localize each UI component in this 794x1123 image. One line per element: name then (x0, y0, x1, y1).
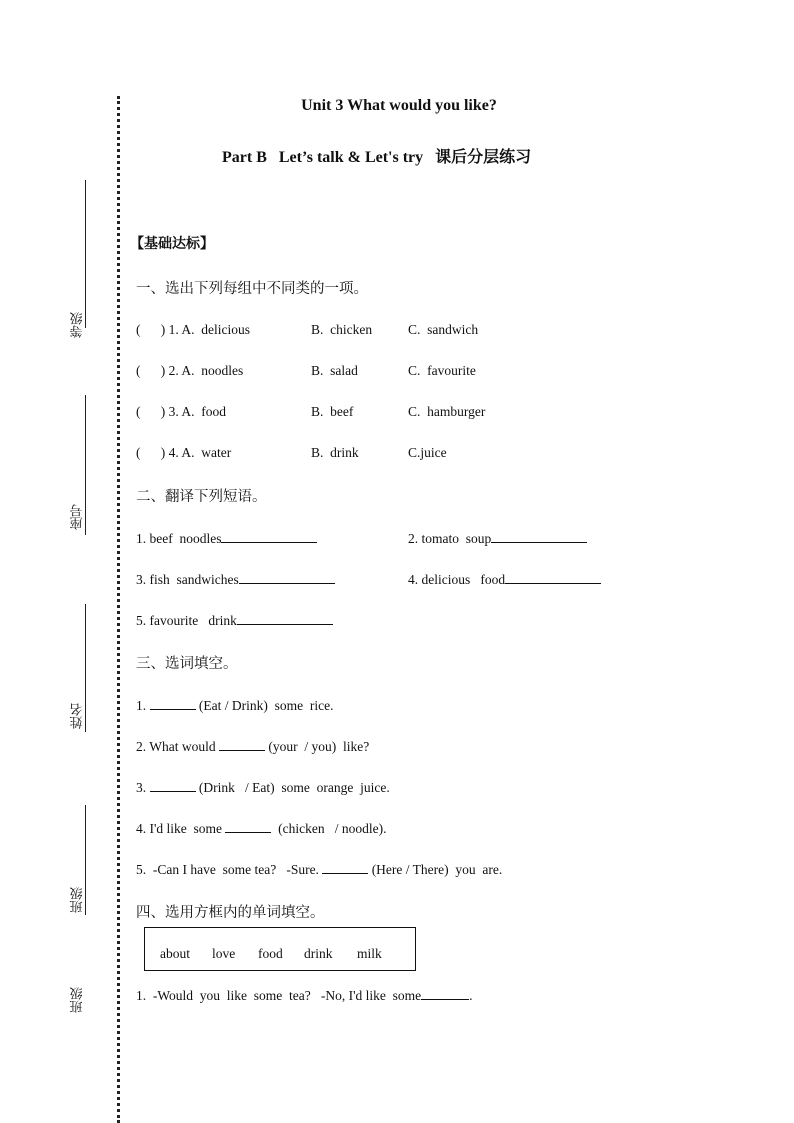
part2-item2 (408, 530, 587, 547)
word-bank-item: food (258, 946, 283, 961)
part4-item1-pre: 1. -Would you like some tea? -No, I'd like some (136, 988, 422, 1003)
part3-heading: 三、选词填空。 (136, 656, 238, 672)
part3-item4-pre: 4. I'd like some (136, 821, 223, 836)
answer-blank[interactable] (221, 530, 317, 543)
word-bank-item: milk (357, 946, 382, 961)
sidebar-label-class: 班级 (70, 887, 86, 913)
part3-item5-post: (Here / There) you are. (371, 862, 503, 877)
part2-item3-text: 3. fish sandwiches (136, 572, 239, 587)
part2-item2-text: 2. tomato soup (408, 531, 492, 546)
sidebar-label-seat: 座号 (70, 504, 86, 530)
part1-item3-c: C. hamburger (408, 404, 486, 419)
part2-item1 (136, 530, 317, 547)
part1-item2-c: C. favourite (408, 363, 476, 378)
part4-heading: 四、选用方框内的单词填空。 (136, 905, 325, 921)
part1-item2-b: B. salad (311, 363, 358, 378)
answer-blank[interactable] (219, 738, 265, 751)
part2-item5 (136, 612, 333, 629)
part2-item4 (408, 571, 601, 588)
section-basic-label: 【基础达标】 (130, 236, 214, 252)
part1-heading: 一、选出下列每组中不同类的一项。 (136, 281, 368, 297)
part3-item3 (136, 779, 390, 796)
answer-blank[interactable] (225, 820, 271, 833)
sidebar-label-name: 姓名 (70, 703, 86, 729)
answer-blank[interactable] (322, 861, 368, 874)
word-bank-item: about (160, 946, 190, 961)
part2-item4-text: 4. delicious food (408, 572, 506, 587)
answer-blank[interactable] (150, 779, 196, 792)
sidebar-label-class-2: 班级 (70, 987, 86, 1013)
part1-item4-c: C.juice (408, 445, 447, 460)
part3-item2-pre: 2. What would (136, 739, 216, 754)
part3-item3-pre: 3. (136, 780, 147, 795)
word-bank-item: drink (304, 946, 333, 961)
part3-item2-post: (your / you) like? (268, 739, 370, 754)
part3-item5-pre: 5. -Can I have some tea? -Sure. (136, 862, 319, 877)
part2-item1-text: 1. beef noodles (136, 531, 222, 546)
part2-item3 (136, 571, 335, 588)
part1-item1-a: ( ) 1. A. delicious (136, 322, 250, 337)
part3-item1-post: (Eat / Drink) some rice. (198, 698, 334, 713)
page-subtitle: Part B Let’s talk & Let's try 课后分层练习 (222, 149, 532, 166)
part2-item5-text: 5. favourite drink (136, 613, 237, 628)
part3-item4-post: (chicken / noodle). (278, 821, 387, 836)
answer-blank[interactable] (505, 571, 601, 584)
part3-item1 (136, 697, 333, 714)
sidebar-label-grade: 等级 (70, 312, 86, 338)
part3-item2 (136, 738, 369, 755)
part1-item1-b: B. chicken (311, 322, 373, 337)
answer-blank[interactable] (237, 612, 333, 625)
answer-blank[interactable] (491, 530, 587, 543)
part3-item5 (136, 861, 502, 878)
part2-heading: 二、翻译下列短语。 (136, 489, 267, 505)
part4-item1-post: . (469, 988, 473, 1003)
part4-item1 (136, 987, 473, 1004)
binding-dotted-line (117, 96, 120, 1123)
part1-item4-b: B. drink (311, 445, 359, 460)
part1-item3-a: ( ) 3. A. food (136, 404, 226, 419)
part1-item3-b: B. beef (311, 404, 354, 419)
word-bank-item: love (212, 946, 236, 961)
answer-blank[interactable] (239, 571, 335, 584)
part1-item1-c: C. sandwich (408, 322, 479, 337)
page-title: Unit 3 What would you like? (301, 97, 497, 114)
part1-item4-a: ( ) 4. A. water (136, 445, 232, 460)
answer-blank[interactable] (150, 697, 196, 710)
part3-item1-pre: 1. (136, 698, 147, 713)
part3-item4 (136, 820, 387, 837)
answer-blank[interactable] (421, 987, 469, 1000)
part1-item2-a: ( ) 2. A. noodles (136, 363, 244, 378)
part3-item3-post: (Drink / Eat) some orange juice. (198, 780, 390, 795)
